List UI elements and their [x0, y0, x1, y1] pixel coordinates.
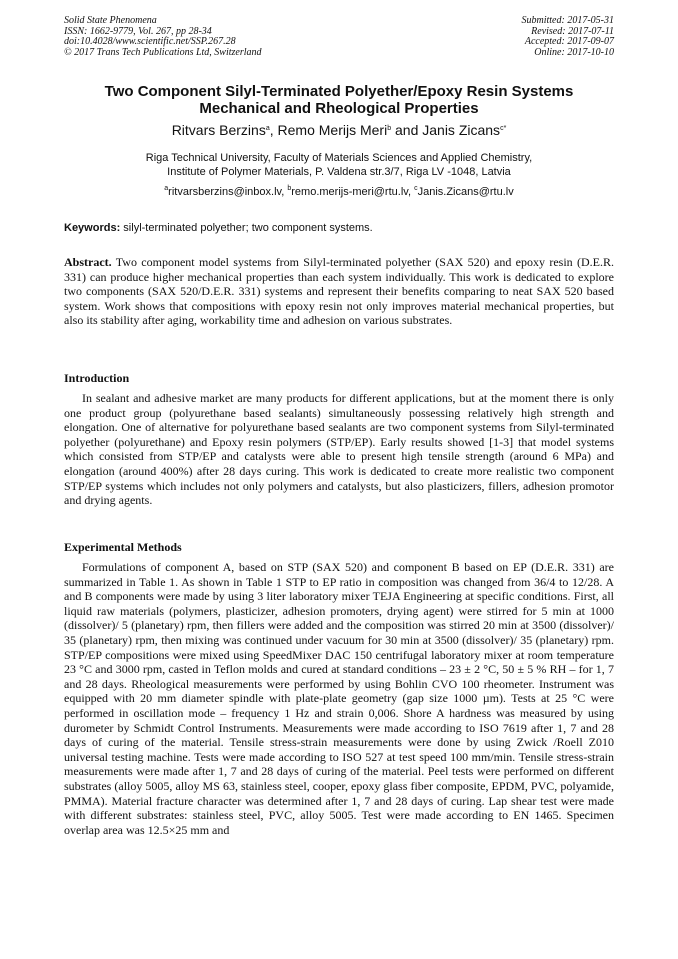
abstract-text: Two component model systems from Silyl-terminated polyether (SAX 520) and epoxy resin (D.E.R. 331) can produce higher mechanical properties than each system individually. This work is dedicated to explore two components (SAX 520/D.E.R. 331) systems and represent their benefits comparing to neat SAX 520 based system. Work shows that compositions with epoxy resin not only improves material mechanical properties, but also its stability after aging, workability time and adhesion on various substrates.	[64, 255, 614, 328]
journal-name: Solid State Phenomena	[64, 15, 157, 26]
keywords-label: Keywords:	[64, 222, 121, 234]
email-address: remo.merijs-meri@rtu.lv	[291, 186, 408, 198]
email-address: ritvarsberzins@inbox.lv	[168, 186, 282, 198]
author-affil-mark: c*	[500, 125, 507, 132]
doi-line: doi:10.4028/www.scientific.net/SSP.267.28	[64, 36, 236, 48]
keywords	[64, 221, 614, 235]
email-separator: ,	[281, 186, 288, 198]
accepted-date: Accepted: 2017-09-07	[524, 36, 614, 48]
affiliation-line: Riga Technical University, Faculty of Materials Sciences and Applied Chemistry,	[145, 152, 533, 164]
author-name: Janis Zicans	[422, 122, 501, 138]
abstract	[64, 255, 614, 328]
submitted-date: Submitted: 2017-05-31	[521, 15, 614, 26]
author-separator: ,	[269, 122, 278, 138]
author-separator: and	[391, 122, 423, 138]
online-date: Online: 2017-10-10	[534, 46, 614, 58]
email-mark: b	[287, 185, 292, 192]
methods-heading: Experimental Methods	[64, 540, 182, 554]
keywords-text: silyl-terminated polyether; two component systems.	[120, 222, 373, 234]
affiliation	[64, 151, 614, 179]
author-affil-mark: b	[387, 125, 392, 132]
copyright-line: © 2017 Trans Tech Publications Ltd, Switzerland	[64, 46, 262, 58]
introduction-heading: Introduction	[64, 371, 130, 385]
author-list	[64, 122, 614, 139]
author-affil-mark: a	[265, 125, 270, 132]
email-address: Janis.Zicans@rtu.lv	[417, 186, 514, 198]
revised-date: Revised: 2017-07-11	[531, 25, 614, 37]
email-mark: c	[414, 185, 418, 192]
email-mark: a	[164, 185, 169, 192]
author-emails	[64, 185, 614, 199]
introduction-text: In sealant and adhesive market are many products for different applications, but at the moment there is only one product group (polyurethane based sealants) simultaneously possessing relatively high strength and elongation. One of alternative for polyurethane based sealants are two component systems from Silyl-terminated polyether (polyurethane) and Epoxy resin polymers (STP/EP). Early results showed [1-3] that model systems which consisted from STP/EP and catalysts were able to present high tensile strength (around 6 MPa) and elongation (around 400%) after 28 days curing. This work is dedicated to create more realistic two component STP/EP systems which includes not only polymers and catalysts, but also plasticizers, fillers, adhesion promotor and drying agents.	[64, 391, 614, 508]
journal-info	[64, 16, 262, 58]
issn-line: ISSN: 1662-9779, Vol. 267, pp 28-34	[64, 25, 212, 37]
abstract-label: Abstract.	[64, 255, 112, 269]
publication-dates	[522, 16, 615, 58]
methods-text: Formulations of component A, based on STP (SAX 520) and component B based on EP (D.E.R. 331) are summarized in Table 1. As shown in Table 1 STP to EP ratio in composition was changed from 36/4 to 12/28. A and B components were made by using 3 liter laboratory mixer TEJA Engineering at specific conditions. First, all liquid raw materials (polymers, plasticizer, adhesion promoters, drying agent) were stirred for 5 min at 1000 (dissolver)/ 5 (planetary) rpm, then fillers were added and the composition was stirred 20 min at 3500 (dissolver)/ 35 (planetary) rpm, then mixing was continued under vacuum for 30 min at 3500 (dissolver)/ 35 (planetary) rpm. STP/EP compositions were mixed using SpeedMixer DAC 150 centrifugal laboratory mixer at room temperature 23 °C and 3000 rpm, casted in Teflon molds and cured at standard conditions – 23 ± 2 °C, 50 ± 5 % RH – for 1, 7 and 28 days. Rheological measurements were performed by using Bohlin CVO 100 rheometer. Instrument was equipped with 20 mm diameter spindle with plate-plate geometry (gap size 1000 µm). Tests at 25 °C were performed in oscillation mode – frequency 1 Hz and strain 0,006. Shore A hardness was measured by using durometer by Schmidt Control Instruments. Measurements were made according to ISO 7619 after 1, 7 and 28 days of curing of the material. Tensile stress-strain measurements were done by using Zwick /Roell Z010 universal testing machine. Tests were made according to ISO 527 at test speed 100 mm/min. Tensile stress-strain measurements were made after 1, 7 and 28 days of curing of the material. Peel tests were performed on different substrates (alloy 5005, alloy MS 63, stainless steel, cooper, epoxy glass fiber composite, EPDM, PVC, polyamide, PMMA). Material fracture character was determined after 1, 7 and 28 days of curing. Lap shear test were made with different substrates: stainless steel, PVC, alloy 5005. Test were made according to EN 1465. Specimen overlap area was 12.5×25 mm and	[64, 560, 614, 837]
affiliation-line: Institute of Polymer Materials, P. Valdena str.3/7, Riga LV -1048, Latvia	[167, 166, 511, 178]
paper-title: Two Component Silyl-Terminated Polyether/Epoxy Resin Systems Mechanical and Rheological Properties	[104, 83, 574, 117]
author-name: Ritvars Berzins	[171, 122, 266, 138]
author-name: Remo Merijs Meri	[277, 122, 388, 138]
email-separator: ,	[407, 186, 415, 198]
